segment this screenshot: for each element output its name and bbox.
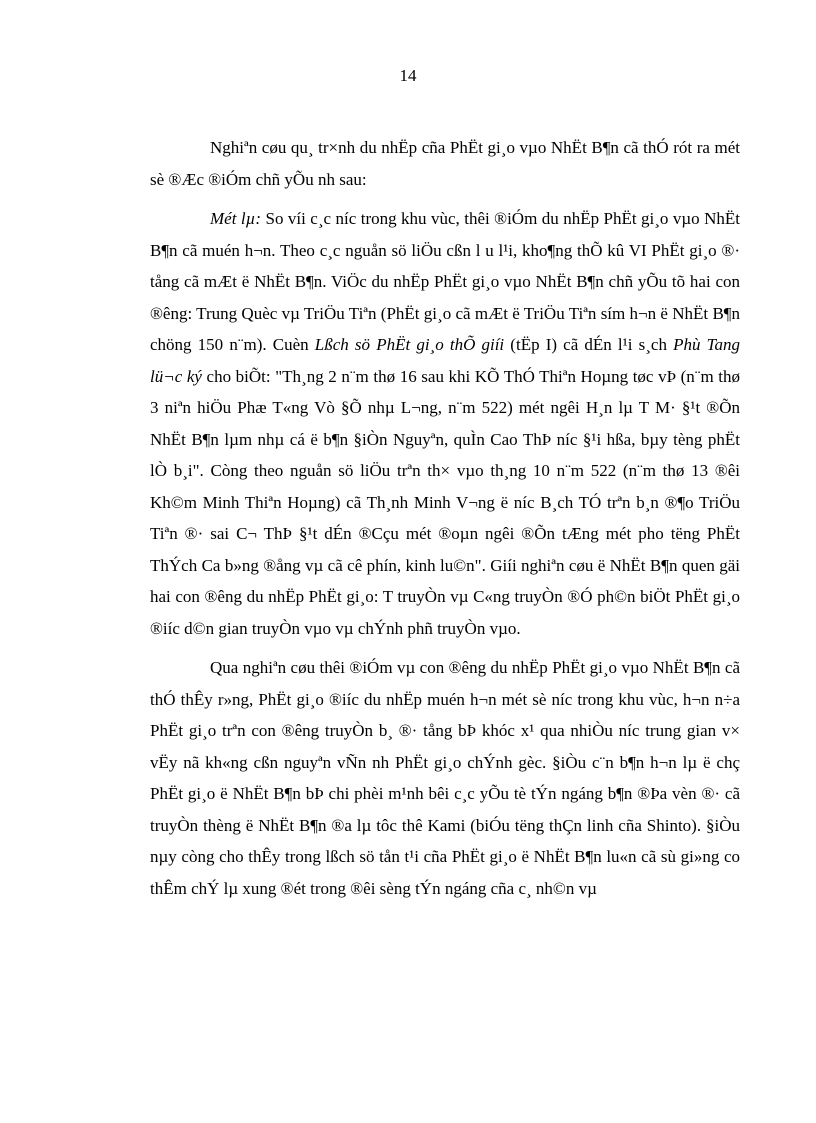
- paragraph-3: Qua nghiªn cøu thêi ®iÓm vµ con ®êng du nhËp PhËt gi¸o vµo NhËt B¶n cã thÓ thÊy r»ng, PhËt gi¸o ®iíc du nhËp muén h¬n mét sè níc trong khu vùc, h¬n n÷a PhËt gi¸o trªn con ®êng truyÒn b¸ ®· tång bÞ khóc x¹ qua nhiÒu níc trung gian v× vËy nã kh«ng cßn nguyªn vÑn nh PhËt gi¸o chÝnh gèc. §iÒu c¨n b¶n h¬n lµ ë chç PhËt gi¸o ë NhËt B¶n bÞ chi phèi m¹nh bêi c¸c yÕu tè tÝn ngáng b¶n ®Þa vèn ®· cã truyÒn thèng ë NhËt B¶n ®a lµ tôc thê Kami (biÓu tëng thÇn linh cña Shinto). §iÒu nµy còng cho thÊy trong lßch sö tån t¹i cña PhËt gi¸o ë NhËt B¶n lu«n cã sù gi»ng co thÊm chÝ lµ xung ®ét trong ®êi sèng tÝn ngáng cña c¸ nh©n vµ: [150, 658, 740, 898]
- paragraph-2-text-2: (tËp I) cã dÉn l¹i s¸ch: [504, 335, 674, 354]
- body-text: [150, 132, 740, 912]
- page-number: 14: [399, 66, 417, 85]
- paragraph-2-book-title: Lßch sö PhËt gi¸o thÕ giíi: [314, 335, 505, 354]
- paragraph-2-source-title: Phù Tang lü¬c ký: [150, 335, 741, 386]
- paragraph-2-lead-italic: Mét lµ:: [210, 209, 262, 228]
- paragraph-1: Nghiªn cøu qu¸ tr×nh du nhËp cña PhËt gi¸o vµo NhËt B¶n cã thÓ rót ra mét sè ®Æc ®iÓm chñ yÕu nh sau:: [150, 138, 740, 189]
- paragraph-2-text: So víi c¸c níc trong khu vùc, thêi ®iÓm du nhËp PhËt gi¸o vµo NhËt B¶n cã muén h¬n. Theo c¸c nguån sö liÖu cßn l u l¹i, kho¶ng thÕ kû VI PhËt gi¸o ®· tång cã mÆt ë NhËt B¶n. ViÖc du nhËp PhËt gi¸o vµo NhËt B¶n chñ yÕu tõ hai con ®êng: Trung Quèc vµ TriÖu Tiªn (PhËt gi¸o cã mÆt ë TriÖu Tiªn sím h¬n ë NhËt B¶n chöng 150 n¨m). Cuèn: [150, 209, 740, 354]
- paragraph-2-text-3: cho biÕt: "Th¸ng 2 n¨m thø 16 sau khi KÕ ThÓ Thiªn Hoµng tøc vÞ (n¨m thø 3 niªn hiÖu Phæ T«ng Vò §Õ nhµ L¬ng, n¨m 522) mét ngêi H¸n lµ T M· §¹t ®Õn NhËt B¶n lµm nhµ cá ë b¶n §iÒn Nguyªn, quÌn Cao ThÞ níc §¹i hßa, bµy tèng phËt lÒ b¸i". Còng theo nguån sö liÖu trªn th× vµo th¸ng 10 n¨m 522 (n¨m thø 13 ®êi Kh©m Minh Thiªn Hoµng) cã Th¸nh Minh V¬ng ë níc B¸ch TÓ trªn b¸n ®¶o TriÖu Tiªn ®· sai C¬ ThÞ §¹t dÉn ®Cçu mét ®oµn ngêi ®Õn tÆng mét pho tëng PhËt ThÝch Ca b»ng ®ång vµ cã cê phín, kinh lu©n". Giíi nghiªn cøu ë NhËt B¶n quen gäi hai con ®êng du nhËp PhËt gi¸o: T truyÒn vµ C«ng truyÒn ®Ó ph©n biÖt PhËt gi¸o ®iíc d©n gian truyÒn vµo vµ chÝnh phñ truyÒn vµo.: [150, 366, 740, 638]
- paragraph-2: [150, 203, 740, 644]
